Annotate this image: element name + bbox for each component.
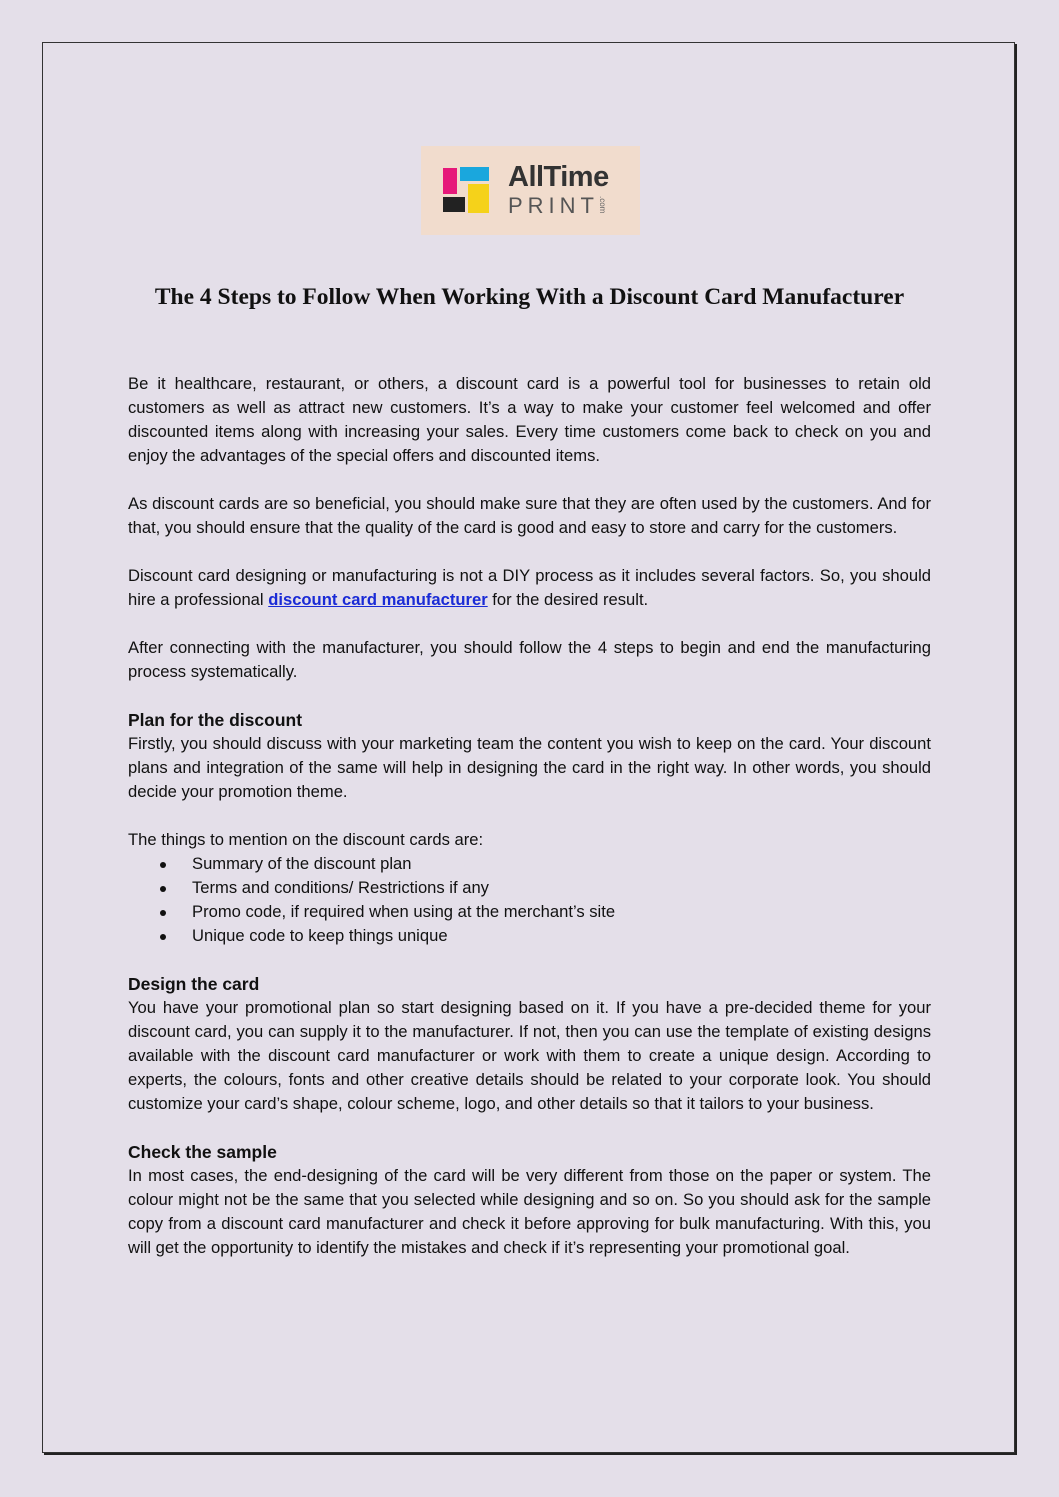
- list-item: Unique code to keep things unique: [192, 924, 931, 948]
- logo-name-line2: PRINT: [508, 193, 599, 218]
- plan-heading: Plan for the discount: [128, 710, 303, 730]
- design-paragraph: You have your promotional plan so start designing based on it. If you have a pre-decided theme for your discount card, you can supply it to the manufacturer. If not, then you can use the template of existing designs available with the discount card manufacturer or work with them to create a unique design. According to experts, the colours, fonts and other creative details should be related to your corporate look. You should customize your card’s shape, colour scheme, logo, and other details so that it tailors to your business.: [128, 998, 931, 1113]
- logo-name-line1: AllTime: [508, 161, 609, 193]
- logo-black-block: [443, 197, 465, 212]
- intro-paragraph-2: As discount cards are so beneficial, you should make sure that they are often used by the customers. And for that, you should ensure that the quality of the card is good and easy to store and carry for the customers.: [128, 494, 931, 537]
- list-intro: The things to mention on the discount cards are:: [128, 830, 484, 849]
- list-item: Terms and conditions/ Restrictions if any: [192, 876, 931, 900]
- card-contents-list: [128, 852, 931, 948]
- discount-card-manufacturer-link[interactable]: discount card manufacturer: [268, 590, 488, 609]
- intro-paragraph-1: Be it healthcare, restaurant, or others, a discount card is a powerful tool for businesses to retain old customers as well as attract new customers. It’s a way to make your customer feel welcomed and offer discounted items along with increasing your sales. Every time customers come back to check on you and enjoy the advantages of the special offers and discounted items.: [128, 374, 931, 465]
- sample-heading: Check the sample: [128, 1142, 277, 1162]
- sample-paragraph: In most cases, the end-designing of the card will be very different from those on the paper or system. The colour might not be the same that you selected while designing and so on. So you should ask for the sample copy from a discount card manufacturer and check it before approving for bulk manufacturing. With this, you will get the opportunity to identify the mistakes and check if it’s representing your promotional goal.: [128, 1166, 931, 1257]
- hire-text-before: Discount card designing or manufacturing is not a DIY process as it includes several factors. So, you should hire a professional: [128, 566, 931, 609]
- logo-suffix: .com: [598, 196, 607, 214]
- connect-paragraph: After connecting with the manufacturer, you should follow the 4 steps to begin and end the manufacturing process systematically.: [128, 638, 931, 681]
- page-title: The 4 Steps to Follow When Working With a Discount Card Manufacturer: [154, 284, 905, 310]
- plan-paragraph: Firstly, you should discuss with your marketing team the content you wish to keep on the card. Your discount plans and integration of the same will help in designing the card in the right way. In other words, you should decide your promotion theme.: [128, 734, 931, 801]
- logo-cyan-block: [460, 167, 489, 181]
- hire-paragraph: [128, 564, 931, 612]
- logo-yellow-block: [468, 184, 489, 213]
- design-heading: Design the card: [128, 974, 260, 994]
- logo-mark-icon: [443, 167, 489, 213]
- list-item: Summary of the discount plan: [192, 852, 931, 876]
- article-body: [128, 372, 931, 1284]
- logo-magenta-block: [443, 168, 457, 194]
- list-item: Promo code, if required when using at the merchant’s site: [192, 900, 931, 924]
- hire-text-after: for the desired result.: [487, 590, 649, 609]
- alltime-print-logo: [421, 146, 640, 235]
